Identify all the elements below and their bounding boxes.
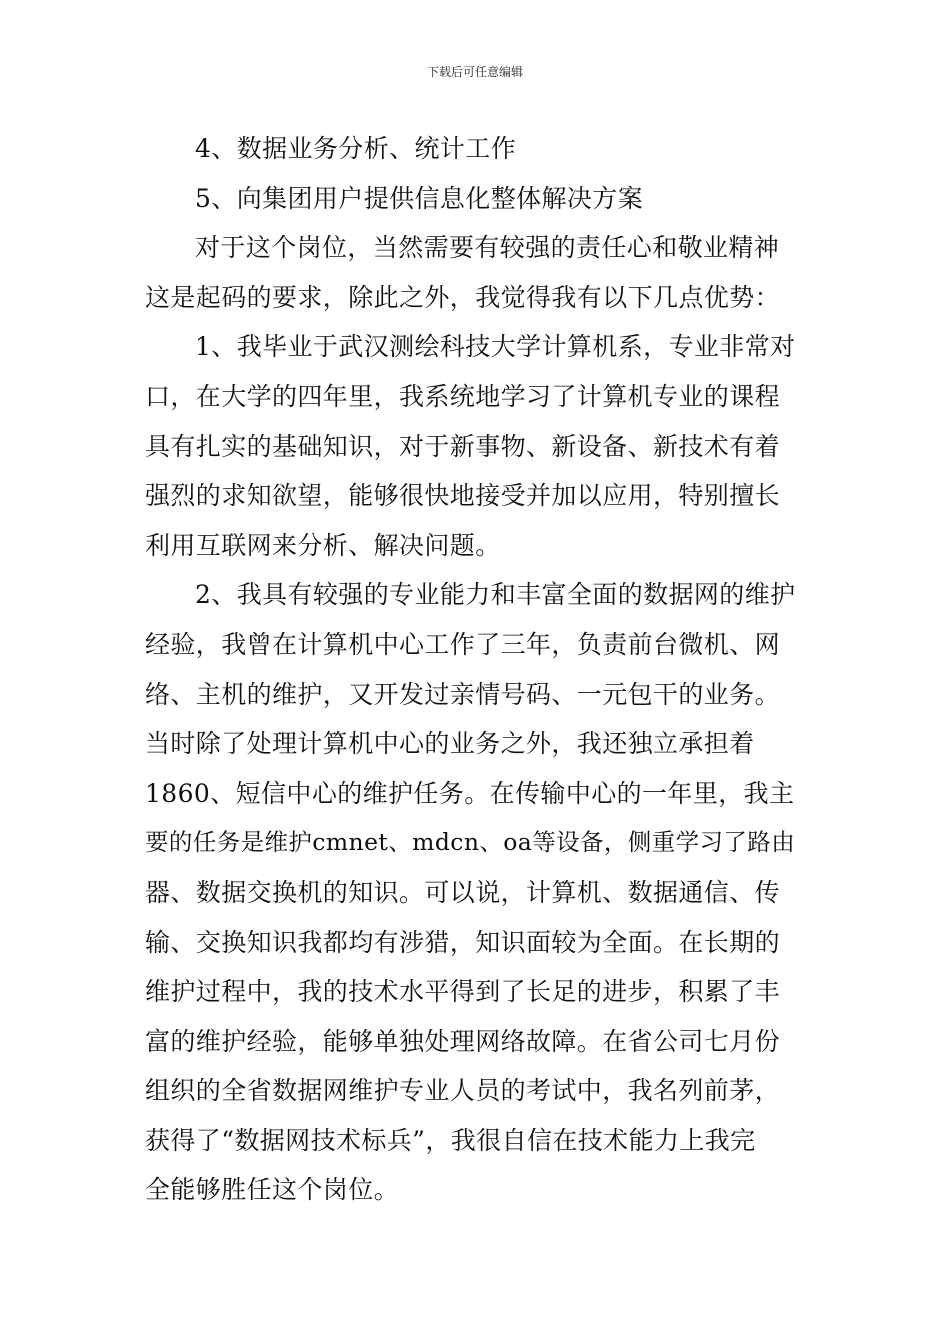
paragraph-line: 组织的全省数据网维护专业人员的考试中，我名列前茅， (145, 1076, 781, 1106)
paragraph-line: 强烈的求知欲望，能够很快地接受并加以应用，特别擅长 (145, 481, 781, 511)
paragraph-line: 对于这个岗位，当然需要有较强的责任心和敬业精神 (195, 233, 780, 263)
page-header: 下载后可任意编辑 (426, 65, 523, 79)
paragraph-line: 络、主机的维护，又开发过亲情号码、一元包干的业务。 (145, 679, 781, 709)
list-item: 5、向集团用户提供信息化整体解决方案 (195, 183, 644, 213)
paragraph-line: 经验，我曾在计算机中心工作了三年，负责前台微机、网 (145, 629, 781, 659)
paragraph-line: 1860、短信中心的维护任务。在传输中心的一年里，我主 (145, 778, 795, 808)
paragraph-line: 全能够胜任这个岗位。 (145, 1175, 400, 1205)
paragraph-line: 1、我毕业于武汉测绘科技大学计算机系，专业非常对 (195, 332, 796, 362)
paragraph-line: 这是起码的要求，除此之外，我觉得我有以下几点优势： (145, 282, 781, 312)
paragraph-line: 要的任务是维护cmnet、mdcn、oa等设备，侧重学习了路由 (145, 828, 796, 857)
paragraph-line: 当时除了处理计算机中心的业务之外，我还独立承担着 (145, 729, 755, 759)
paragraph-line: 维护过程中，我的技术水平得到了长足的进步，积累了丰 (145, 977, 781, 1007)
document-body (145, 124, 807, 1215)
paragraph-line: 器、数据交换机的知识。可以说，计算机、数据通信、传 (145, 877, 781, 907)
paragraph-line: 具有扎实的基础知识，对于新事物、新设备、新技术有着 (145, 431, 781, 461)
paragraph-line: 富的维护经验，能够单独处理网络故障。在省公司七月份 (145, 1026, 781, 1056)
paragraph-line: 口，在大学的四年里，我系统地学习了计算机专业的课程 (145, 381, 781, 411)
paragraph-line: 利用互联网来分析、解决问题。 (145, 530, 501, 560)
paragraph-line: 2、我具有较强的专业能力和丰富全面的数据网的维护 (195, 580, 796, 610)
list-item: 4、数据业务分析、统计工作 (195, 134, 517, 163)
paragraph-line: 获得了“数据网技术标兵”，我很自信在技术能力上我完 (145, 1125, 756, 1155)
paragraph-line: 输、交换知识我都均有涉猎，知识面较为全面。在长期的 (145, 927, 781, 957)
